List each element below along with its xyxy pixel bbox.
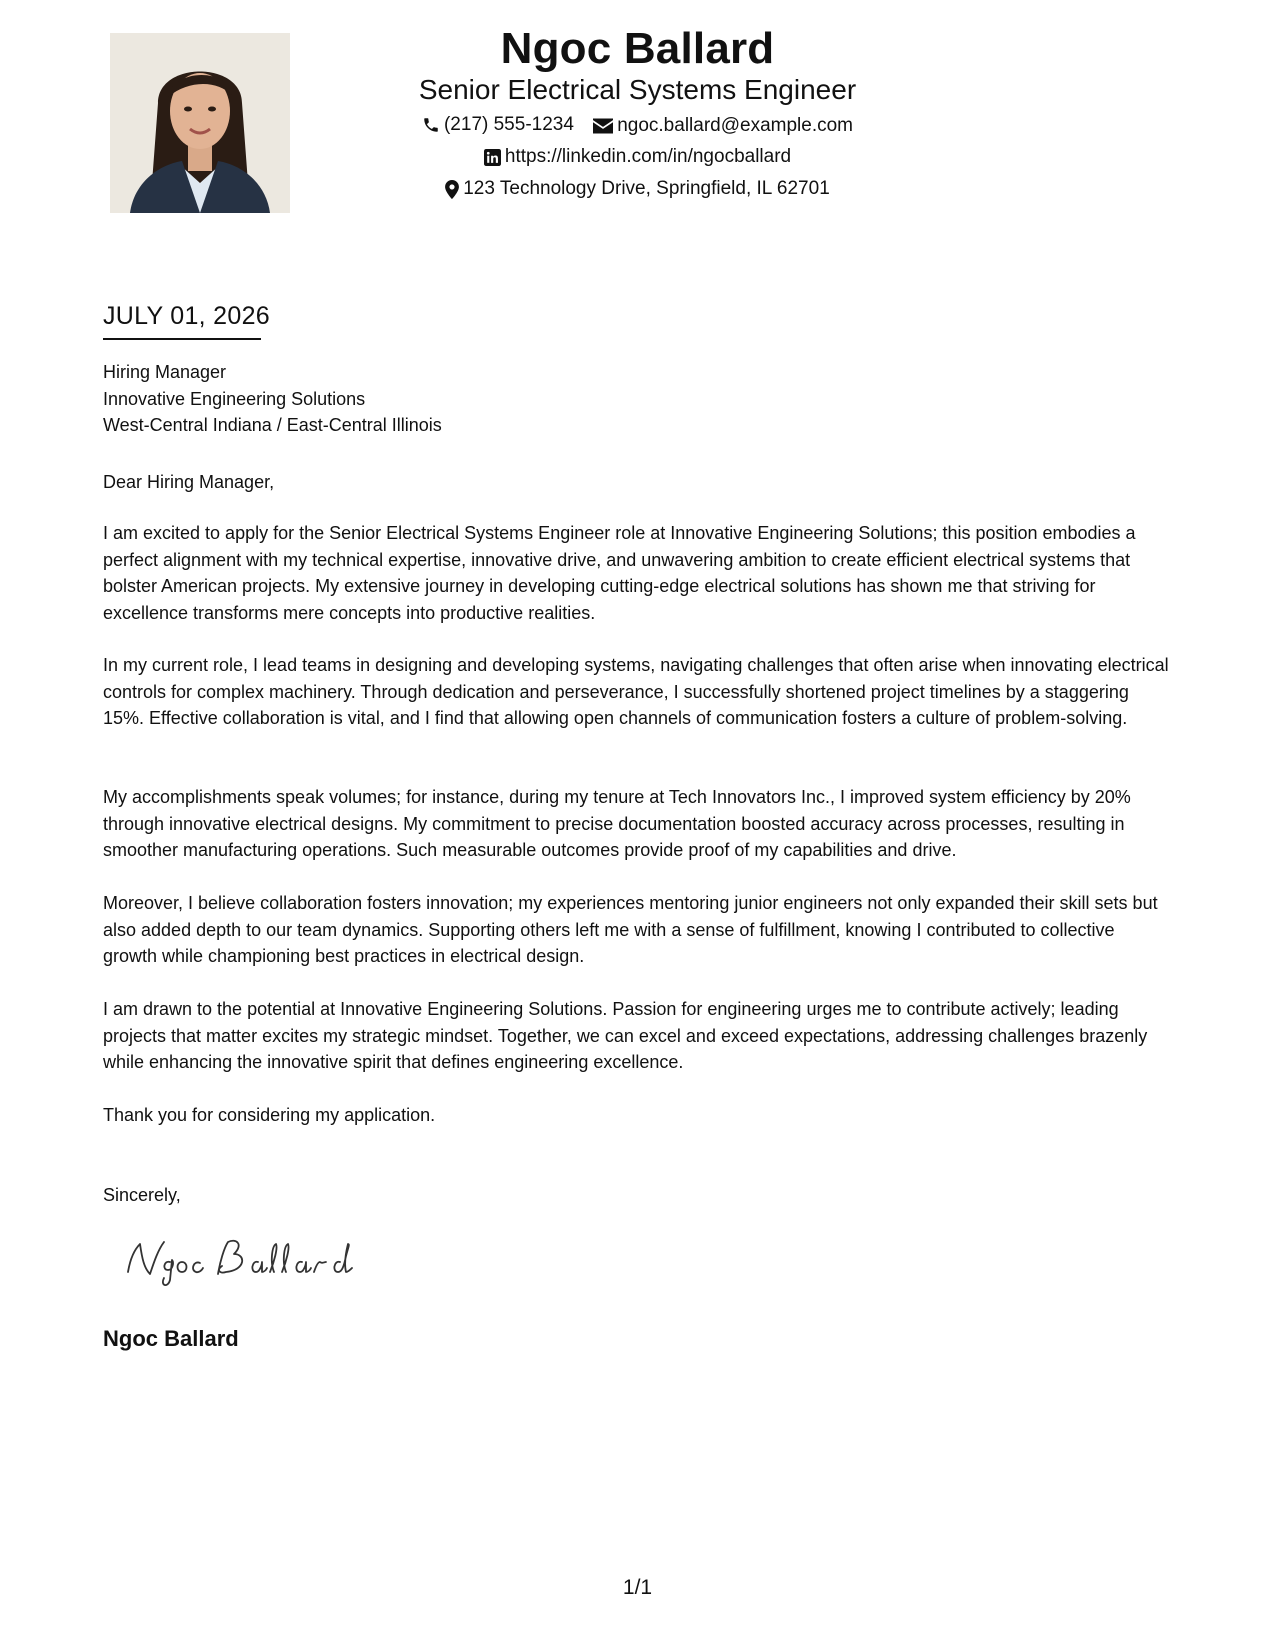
recipient-block — [103, 359, 442, 439]
date-underline — [103, 338, 261, 340]
address-text: 123 Technology Drive, Springfield, IL 62701 — [463, 178, 830, 199]
page-number: 1/1 — [622, 1576, 653, 1599]
email-contact[interactable] — [593, 114, 853, 138]
contact-row-linkedin — [0, 145, 1275, 173]
recipient-company: Innovative Engineering Solutions — [103, 388, 366, 409]
map-pin-icon — [445, 180, 459, 199]
body-paragraph-3: My accomplishments speak volumes; for instance, during my tenure at Tech Innovators Inc., I improved system efficiency by 20% through innovative electrical designs. My commitment to precise documentation boosted accuracy across processes, resulting in smoother manufacturing operations. Such measurable outcomes provide proof of my capabilities and drive. — [103, 787, 1131, 860]
phone-icon — [422, 116, 440, 134]
body-paragraph-4: Moreover, I believe collaboration fosters innovation; my experiences mentoring junior engineers not only expanded their skill sets but also added depth to our team dynamics. Supporting others left me with a sense of fulfillment, knowing I contributed to collective growth while championing best practices in electrical design. — [103, 893, 1158, 966]
phone-text: (217) 555-1234 — [443, 114, 574, 135]
linkedin-icon — [484, 149, 501, 166]
body-paragraph-6: Thank you for considering my application. — [103, 1105, 436, 1125]
email-text: ngoc.ballard@example.com — [617, 115, 853, 136]
linkedin-contact[interactable] — [484, 145, 791, 169]
recipient-name: Hiring Manager — [103, 362, 227, 382]
address-contact — [445, 177, 830, 201]
phone-contact[interactable] — [422, 113, 574, 137]
linkedin-text: https://linkedin.com/in/ngocballard — [504, 146, 792, 167]
applicant-title: Senior Electrical Systems Engineer — [418, 74, 857, 105]
handwritten-signature — [120, 1232, 360, 1292]
letter-greeting: Dear Hiring Manager, — [103, 472, 275, 492]
envelope-icon — [593, 118, 613, 134]
body-paragraph-2: In my current role, I lead teams in designing and developing systems, navigating challenges that often arise when innovating electrical controls for complex machinery. Through dedication and perseverance, I successfully shortened project timelines by a staggering 15%. Effective collaboration is vital, and I find that allowing open channels of communication fosters a culture of problem-solving. — [103, 655, 1169, 728]
recipient-location: West-Central Indiana / East-Central Illinois — [103, 415, 442, 435]
contact-row-phone-email — [0, 113, 1275, 141]
letter-date: JULY 01, 2026 — [103, 302, 270, 330]
contact-row-address — [0, 177, 1275, 206]
signed-name: Ngoc Ballard — [103, 1326, 239, 1351]
applicant-name: Ngoc Ballard — [500, 24, 775, 73]
letter-closing: Sincerely, — [103, 1185, 181, 1205]
body-paragraph-5: I am drawn to the potential at Innovative Engineering Solutions. Passion for engineering urges me to contribute actively; leading projects that matter excites my strategic mindset. Together, we can excel and exceed expectations, addressing challenges brazenly while enhancing the innovative spirit that defines engineering excellence. — [103, 999, 1148, 1072]
body-paragraph-1: I am excited to apply for the Senior Electrical Systems Engineer role at Innovative Engineering Solutions; this position embodies a perfect alignment with my technical expertise, innovative drive, and unwavering ambition to create efficient electrical systems that bolster American projects. My extensive journey in developing cutting-edge electrical solutions has shown me that striving for excellence transforms mere concepts into productive realities. — [103, 523, 1136, 623]
